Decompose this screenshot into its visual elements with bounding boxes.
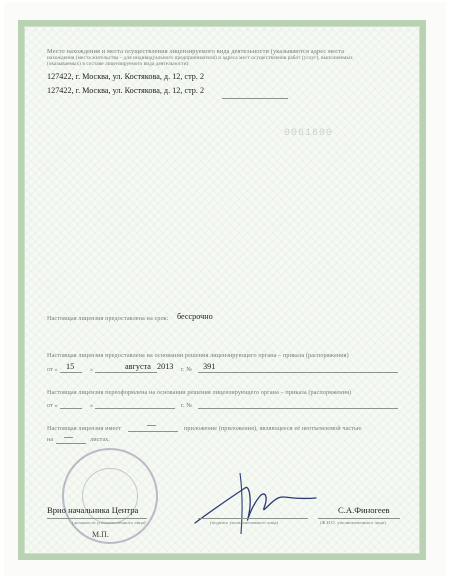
appendix-sheets-count: —	[64, 432, 73, 442]
address-1: 127422, г. Москва, ул. Костякова, д. 12, стр. 2	[47, 72, 205, 81]
address-underline	[222, 98, 288, 99]
appendix-sheets: листах.	[90, 436, 111, 443]
caption-position: (должность уполномоченного лица)	[72, 520, 146, 525]
signer-position: Врио начальника Центра	[47, 505, 139, 515]
reissue-close-quote: »	[90, 402, 94, 409]
appendix-count-underline	[128, 431, 178, 432]
location-note-line3: (оказываемых) в составе лицензируемого вида деятельности)	[47, 61, 189, 67]
term-label: Настоящая лицензия предоставлена на срок:	[47, 315, 169, 322]
handwritten-signature	[190, 468, 320, 538]
appendix-count: —	[147, 420, 156, 430]
reissue-label: Настоящая лицензия переоформлена на основании решения лицензирующего органа – приказа (распоряжения)	[47, 389, 352, 396]
position-underline	[47, 518, 147, 519]
caption-signature: (подпись уполномоченного лица)	[210, 520, 279, 525]
basis-year-suffix: г. №	[181, 366, 193, 373]
basis-month: августа	[125, 362, 151, 371]
basis-day: 15	[66, 362, 75, 371]
location-note-line2: нахождения (места жительства – для индивидуального предпринимателя) и адреса мест осуществления работ (услуг), выполняемых	[47, 55, 353, 61]
basis-close-quote: »	[90, 366, 94, 373]
basis-year: 2013	[157, 362, 174, 371]
day-underline	[60, 372, 82, 373]
seal-place-label: М.П.	[92, 530, 109, 539]
basis-number: 391	[203, 362, 216, 371]
signer-name: С.А.Финогеев	[338, 505, 390, 515]
reissue-month-underline	[95, 408, 175, 409]
name-underline	[318, 518, 400, 519]
address-2: 127422, г. Москва, ул. Костякова, д. 12, стр. 2	[47, 86, 205, 95]
location-heading: Место нахождения и места осуществления лицензируемого вида деятельности (указываются адрес места	[47, 48, 345, 55]
signature-underline	[198, 518, 308, 519]
month-underline	[95, 372, 157, 373]
term-value: бессрочно	[177, 312, 213, 321]
reissue-number-underline	[198, 408, 398, 409]
appendix-on: на	[47, 436, 54, 443]
number-underline	[198, 372, 398, 373]
caption-name: (Ф.И.О. уполномоченного лица)	[320, 520, 386, 525]
reissue-year-suffix: г. №	[181, 402, 193, 409]
reissue-day-underline	[60, 408, 82, 409]
appendix-label-b: приложение (приложения), являющееся её неотъемлемой частью	[184, 425, 362, 432]
faint-serial-number: 0061600	[284, 128, 334, 139]
appendix-label-a: Настоящая лицензия имеет	[47, 425, 122, 432]
reissue-from: от «	[47, 402, 58, 409]
basis-label: Настоящая лицензия предоставлена на основании решения лицензирующего органа – приказа (распоряжения)	[47, 352, 349, 359]
official-seal-inner-ring	[82, 468, 138, 524]
appendix-sheets-underline	[56, 443, 86, 444]
basis-from: от «	[47, 366, 58, 373]
